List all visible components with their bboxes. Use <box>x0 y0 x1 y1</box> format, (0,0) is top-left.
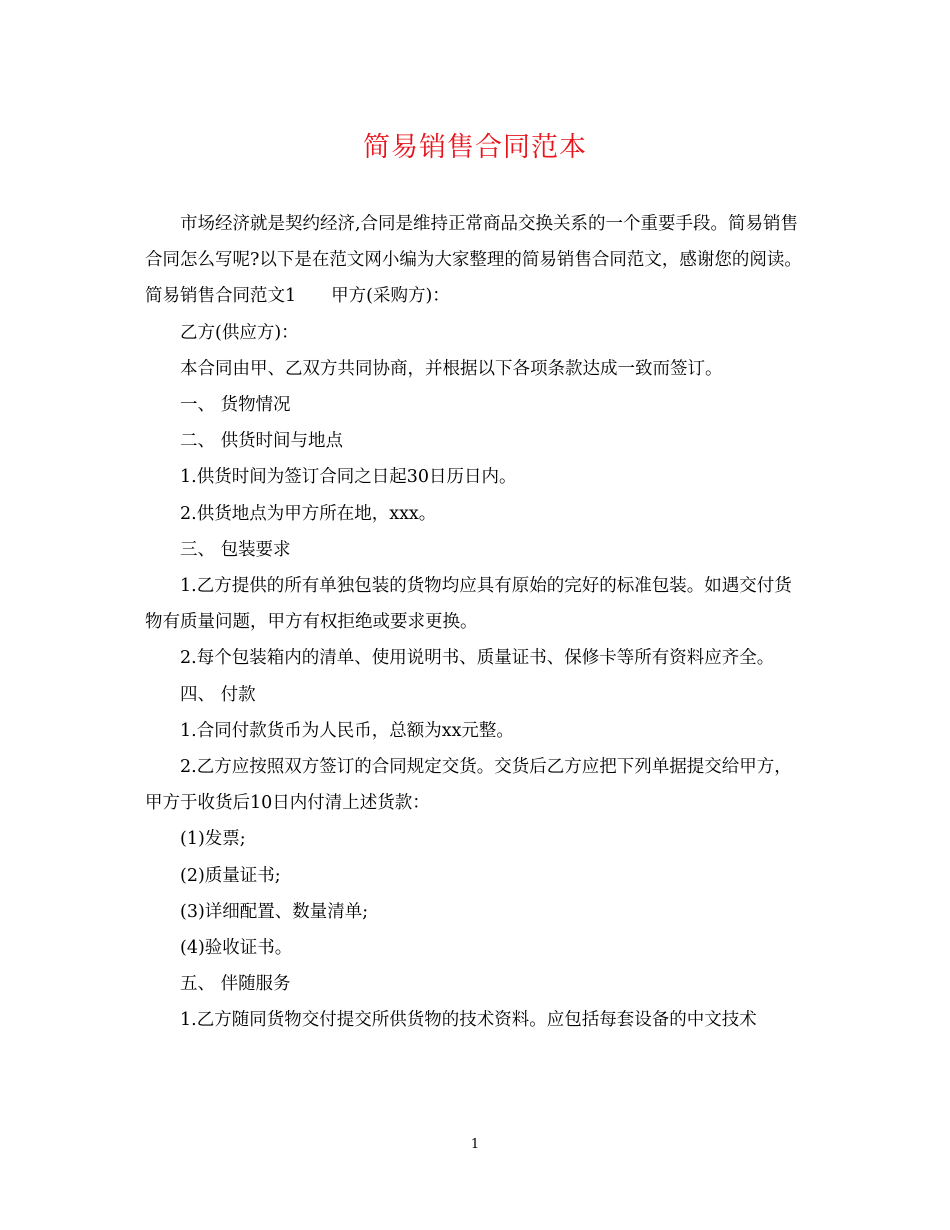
document-list-item: (4)验收证书。 <box>180 938 293 959</box>
section-heading-packaging: 三、 包装要求 <box>180 539 291 560</box>
delivery-time-clause: 1.供货时间为签订合同之日起30日历日内。 <box>180 467 517 488</box>
delivery-place-clause: 2.供货地点为甲方所在地，xxx。 <box>180 503 437 524</box>
document-body <box>145 206 805 1039</box>
agreement-paragraph: 本合同由甲、乙双方共同协商，并根据以下各项条款达成一致而签订。 <box>180 358 723 379</box>
section-heading-payment: 四、 付款 <box>180 684 256 705</box>
service-clause-1: 1.乙方随同货物交付提交所供货物的技术资料。应包括每套设备的中文技术 <box>180 1010 757 1031</box>
document-title: 简易销售合同范本 <box>363 132 587 163</box>
intro-paragraph: 市场经济就是契约经济,合同是维持正常商品交换关系的一个重要手段。简易销售合同怎么写呢?以下是在范文网小编为大家整理的简易销售合同范文，感谢您的阅读。 <box>145 214 802 271</box>
document-list-item: (3)详细配置、数量清单; <box>180 901 369 922</box>
page-number: 1 <box>470 1137 480 1152</box>
section-heading-service: 五、 伴随服务 <box>180 974 291 995</box>
section-heading-delivery: 二、 供货时间与地点 <box>180 431 344 452</box>
payment-clause-2: 2.乙方应按照双方签订的合同规定交货。交货后乙方应把下列单据提交给甲方，甲方于收货后10日内付清上述货款： <box>145 757 792 814</box>
party-b-line: 乙方(供应方)： <box>180 322 299 343</box>
packaging-clause-1: 1.乙方提供的所有单独包装的货物均应具有原始的完好的标准包装。如遇交付货物有质量问题，甲方有权拒绝或要求更换。 <box>145 576 792 633</box>
packaging-clause-2: 2.每个包装箱内的清单、使用说明书、质量证书、保修卡等所有资料应齐全。 <box>180 648 775 669</box>
section-heading-goods: 一、 货物情况 <box>180 395 291 416</box>
payment-clause-1: 1.合同付款货币为人民币，总额为xx元整。 <box>180 720 514 741</box>
document-list-item: (2)质量证书; <box>180 865 281 886</box>
document-list-item: (1)发票; <box>180 829 246 850</box>
sample-heading-party-a: 简易销售合同范文1 甲方(采购方)： <box>145 286 450 307</box>
